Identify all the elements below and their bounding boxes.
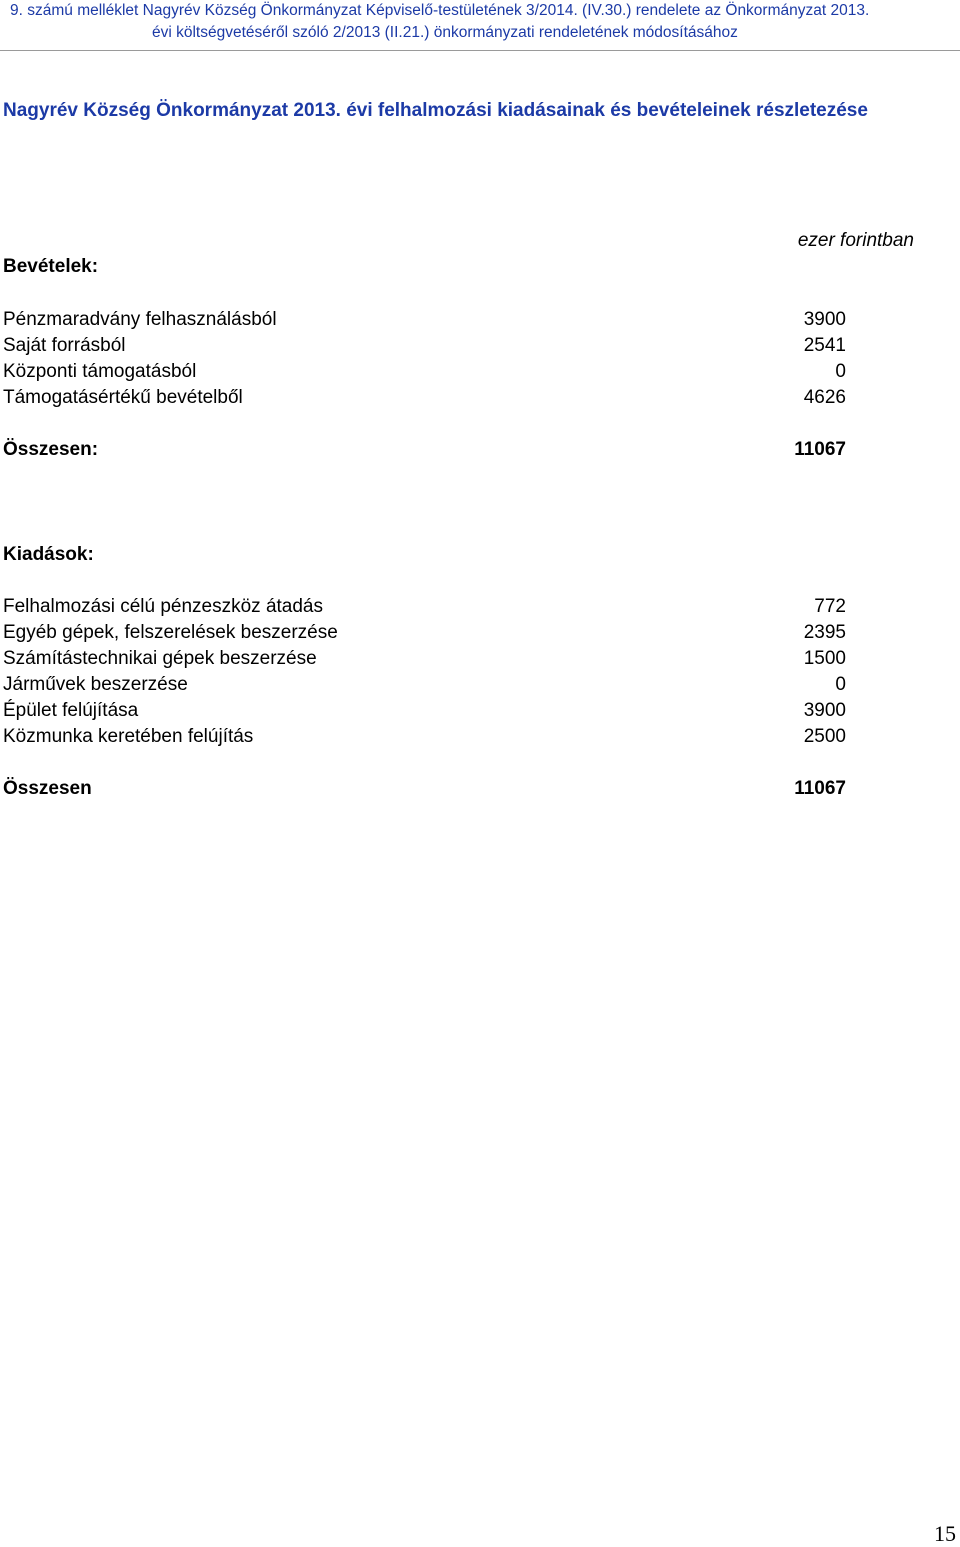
expense-row <box>3 726 846 752</box>
row-value: 2541 <box>803 335 846 356</box>
income-row <box>3 335 846 361</box>
expense-row <box>3 648 846 674</box>
header-line-1: 9. számú melléklet Nagyrév Község Önkormányzat Képviselő-testületének 3/2014. (IV.30.) rendelete az Önkormányzat 2013. <box>10 2 870 19</box>
header-line-2: évi költségvetéséről szóló 2/2013 (II.21.) önkormányzati rendeletének módosításához <box>152 24 738 41</box>
income-total-value: 11067 <box>794 439 846 460</box>
row-value: 3900 <box>803 309 846 330</box>
row-label: Közmunka keretében felújítás <box>3 726 254 747</box>
page-number: 15 <box>934 1521 956 1546</box>
income-total-label: Összesen: <box>3 439 99 460</box>
row-label: Felhalmozási célú pénzeszköz átadás <box>3 596 324 617</box>
row-value: 3900 <box>803 700 846 721</box>
expense-row <box>3 596 846 622</box>
income-total-row <box>3 439 846 465</box>
row-label: Épület felújítása <box>3 700 139 721</box>
expenses-heading: Kiadások: <box>3 544 94 565</box>
row-value: 2395 <box>803 622 846 643</box>
expense-row <box>3 674 846 700</box>
row-value: 0 <box>835 674 846 695</box>
expenses-total-label: Összesen <box>3 778 92 799</box>
income-heading: Bevételek: <box>3 256 99 277</box>
expenses-total-row <box>3 778 846 804</box>
expenses-total-value: 11067 <box>794 778 846 799</box>
row-value: 4626 <box>803 387 846 408</box>
expense-row <box>3 700 846 726</box>
unit-label: ezer forintban <box>797 230 914 251</box>
header-divider <box>0 50 960 51</box>
income-row <box>3 387 846 413</box>
row-label: Pénzmaradvány felhasználásból <box>3 309 277 330</box>
page-title: Nagyrév Község Önkormányzat 2013. évi felhalmozási kiadásainak és bevételeinek részletezése <box>3 100 868 121</box>
row-value: 2500 <box>803 726 846 747</box>
row-label: Saját forrásból <box>3 335 126 356</box>
expense-row <box>3 622 846 648</box>
row-label: Központi támogatásból <box>3 361 197 382</box>
income-row <box>3 309 846 335</box>
row-label: Egyéb gépek, felszerelések beszerzése <box>3 622 338 643</box>
row-label: Támogatásértékű bevételből <box>3 387 243 408</box>
income-row <box>3 361 846 387</box>
row-label: Járművek beszerzése <box>3 674 188 695</box>
row-value: 772 <box>814 596 846 617</box>
row-value: 1500 <box>803 648 846 669</box>
row-value: 0 <box>835 361 846 382</box>
row-label: Számítástechnikai gépek beszerzése <box>3 648 317 669</box>
